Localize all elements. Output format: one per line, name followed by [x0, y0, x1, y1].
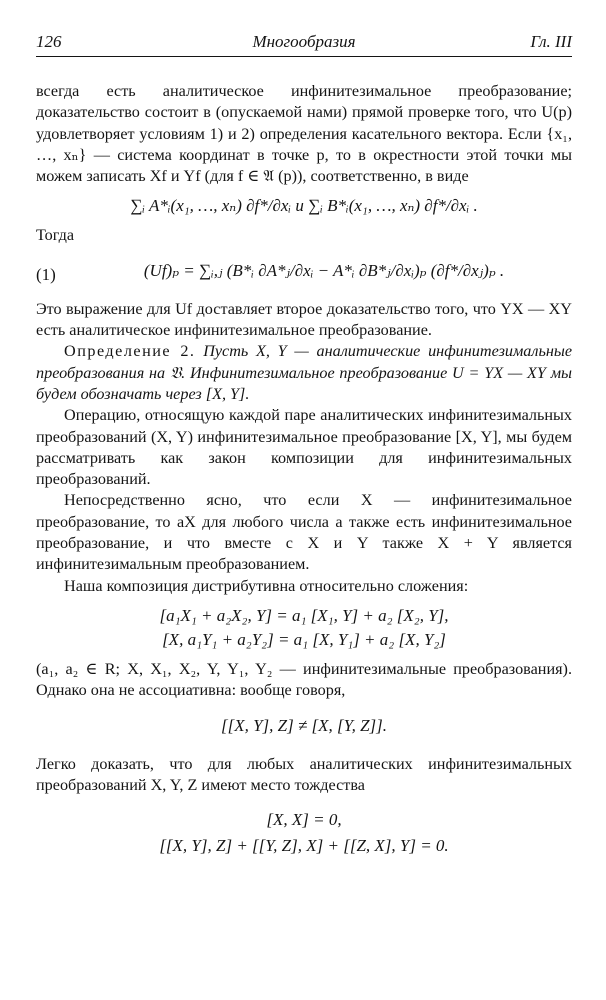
- paragraph-4: Непосредственно ясно, что если X — инфинитезимальное преобразование, то aX для любого числа a также есть инфинитезимальное преобразование, и что вместе с X и Y также X + Y является инфинитезимальным преобразованием.: [36, 491, 572, 574]
- formula-sums: ∑ᵢ A*ᵢ(x₁, …, xₙ) ∂f*/∂xᵢ и ∑ᵢ B*ᵢ(x₁, …, xₙ) ∂f*/∂xᵢ .: [130, 196, 478, 216]
- running-title: Многообразия: [252, 32, 356, 51]
- paragraph-2: Это выражение для Uf доставляет второе доказательство того, что YX — XY есть аналитическое инфинитезимальное преобразование.: [36, 299, 572, 340]
- equation-1: [36, 260, 572, 284]
- paragraph-then: Тогда: [36, 226, 75, 245]
- book-page: [36, 30, 572, 865]
- formula-jacobi-identity: [[X, Y], Z] + [[Y, Z], X] + [[Z, X], Y] = 0.: [159, 836, 449, 856]
- chapter-label: Гл. III: [530, 32, 572, 51]
- formula-nonassociative: [[X, Y], Z] ≠ [X, [Y, Z]].: [220, 715, 388, 735]
- formula-distributive-1: [a₁X₁ + a₂X₂, Y] = a₁ [X₁, Y] + a₂ [X₂, Y],: [159, 605, 449, 625]
- formula-distributive-2: [X, a₁Y₁ + a₂Y₂] = a₁ [X, Y₁] + a₂ [X, Y₂]: [162, 629, 446, 649]
- page-body: [36, 81, 572, 856]
- definition-2: [36, 341, 572, 405]
- equation-1-body: (Uf)ₚ = ∑ᵢ,ⱼ (B*ᵢ ∂A*ⱼ/∂xᵢ − A*ᵢ ∂B*ⱼ/∂xᵢ)ₚ (∂f*/∂xⱼ)ₚ .: [143, 260, 505, 280]
- equation-number: (1): [36, 264, 56, 284]
- paragraph-5: Наша композиция дистрибутивна относительно сложения:: [64, 576, 469, 595]
- paragraph-3: Операцию, относящую каждой паре аналитических инфинитезимальных преобразований (X, Y) инфинитезимальное преобразование [X, Y], мы будем рассматривать как закон композиции для инфинитезимальных преобразований.: [36, 406, 572, 489]
- definition-label: Определение 2.: [64, 342, 196, 361]
- paragraph-1: всегда есть аналитическое инфинитезимальное преобразование; доказательство состоит в (опускаемой нами) прямой проверке того, что U(p) удовлетворяет условиям 1) и 2) определения касательного вектора. Если {x₁, …, xₙ} — система координат в точке p, то в окрестности этой точки мы можем записать Xf и Yf (для f ∈ 𝔄 (p)), соответственно, в виде: [36, 82, 572, 186]
- running-header: [36, 30, 572, 57]
- formula-identity-1: [X, X] = 0,: [266, 810, 342, 830]
- paragraph-7: Легко доказать, что для любых аналитических инфинитезимальных преобразований X, Y, Z имеют место тождества: [36, 754, 572, 794]
- definition-text: Пусть X, Y — аналитические инфинитезимальные преобразования на 𝔙. Инфинитезимальное преобразование U = YX — XY мы будем обозначать через [X, Y].: [36, 342, 572, 403]
- paragraph-6: (a₁, a₂ ∈ R; X, X₁, X₂, Y, Y₁, Y₂ — инфинитезимальные преобразования). Однако она не ассоциативна: вообще говоря,: [36, 659, 572, 700]
- page-number: 126: [36, 32, 62, 51]
